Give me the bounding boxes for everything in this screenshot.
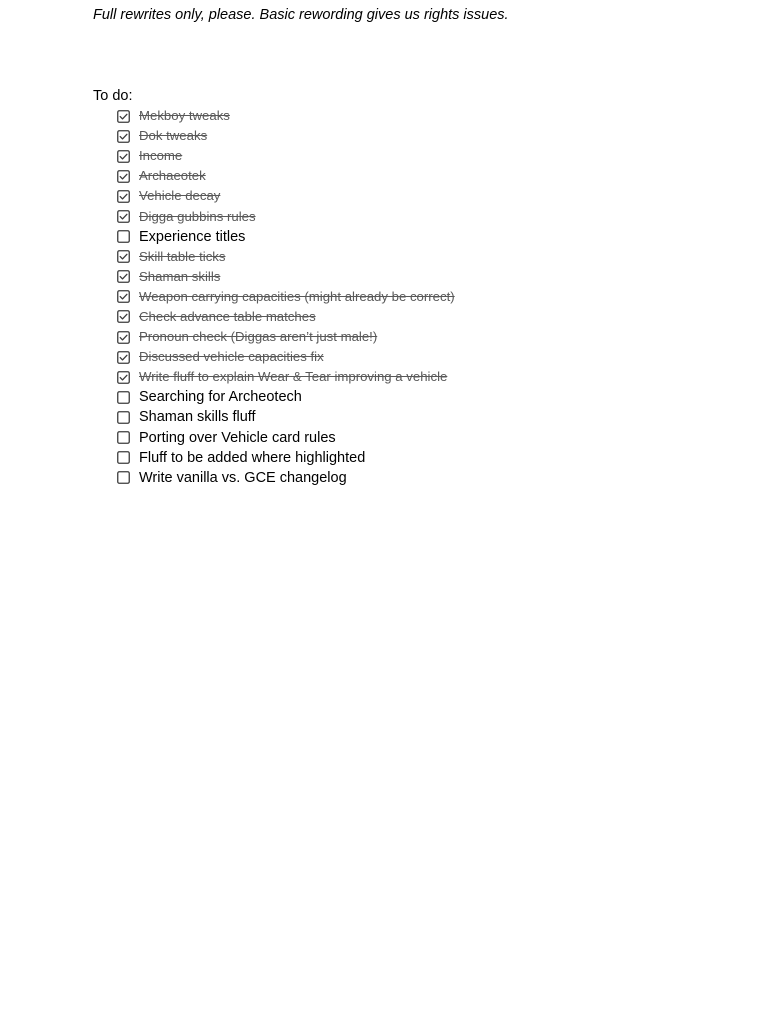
todo-heading: To do:: [93, 88, 133, 104]
checklist-item-label: Shaman skills: [139, 268, 221, 284]
checklist-item-label: Dok tweaks: [139, 128, 208, 144]
checkbox-checked-icon[interactable]: [117, 110, 130, 123]
checklist-item-label: Shaman skills fluff: [139, 409, 256, 426]
checklist-item-label: Check advance table matches: [139, 308, 316, 324]
checklist-item-label: Searching for Archeotech: [139, 389, 302, 406]
italic-note: Full rewrites only, please. Basic rewording gives us rights issues.: [93, 7, 509, 23]
checklist-item[interactable]: [117, 327, 455, 347]
checklist-item-label: Digga gubbins rules: [139, 208, 256, 224]
checkbox-checked-icon[interactable]: [117, 130, 130, 143]
checklist-item[interactable]: [117, 428, 455, 448]
checklist-item[interactable]: [117, 166, 455, 186]
checklist-item[interactable]: [117, 227, 455, 247]
checklist-item[interactable]: [117, 126, 455, 146]
checkbox-unchecked-icon[interactable]: [117, 391, 130, 404]
checklist-item-label: Discussed vehicle capacities fix: [139, 349, 324, 365]
checkbox-checked-icon[interactable]: [117, 371, 130, 384]
checklist-item[interactable]: [117, 347, 455, 367]
checkbox-unchecked-icon[interactable]: [117, 431, 130, 444]
checklist-item-label: Income: [139, 148, 183, 164]
checklist-item[interactable]: [117, 367, 455, 387]
checklist-item[interactable]: [117, 267, 455, 287]
checkbox-checked-icon[interactable]: [117, 150, 130, 163]
checkbox-unchecked-icon[interactable]: [117, 451, 130, 464]
checklist-item[interactable]: [117, 106, 455, 126]
checklist-item-label: Archaeotek: [139, 168, 206, 184]
checkbox-checked-icon[interactable]: [117, 210, 130, 223]
checkbox-checked-icon[interactable]: [117, 331, 130, 344]
checklist-item[interactable]: [117, 287, 455, 307]
checklist-item-label: Weapon carrying capacities (might already be correct): [139, 288, 455, 304]
checklist-item[interactable]: [117, 186, 455, 206]
checklist-item[interactable]: [117, 247, 455, 267]
checklist-item[interactable]: [117, 407, 455, 427]
checkbox-checked-icon[interactable]: [117, 250, 130, 263]
checklist-item[interactable]: [117, 468, 455, 488]
checklist-item[interactable]: [117, 307, 455, 327]
checklist-item-label: Skill table ticks: [139, 248, 226, 264]
checkbox-checked-icon[interactable]: [117, 190, 130, 203]
checklist-item-label: Pronoun check (Diggas aren’t just male!): [139, 329, 378, 345]
checkbox-unchecked-icon[interactable]: [117, 230, 130, 243]
checklist-item-label: Write vanilla vs. GCE changelog: [139, 469, 347, 486]
checklist-item[interactable]: [117, 146, 455, 166]
checklist-item-label: Write fluff to explain Wear & Tear improving a vehicle: [139, 369, 448, 385]
checklist-item-label: Mekboy tweaks: [139, 108, 230, 124]
checklist-item[interactable]: [117, 387, 455, 407]
checkbox-checked-icon[interactable]: [117, 270, 130, 283]
checklist-item-label: Fluff to be added where highlighted: [139, 449, 366, 466]
checkbox-checked-icon[interactable]: [117, 351, 130, 364]
checklist-item[interactable]: [117, 448, 455, 468]
checklist-item-label: Vehicle decay: [139, 188, 221, 204]
checkbox-checked-icon[interactable]: [117, 310, 130, 323]
todo-checklist: [117, 106, 455, 488]
checklist-item-label: Porting over Vehicle card rules: [139, 429, 336, 446]
checkbox-checked-icon[interactable]: [117, 290, 130, 303]
checklist-item[interactable]: [117, 206, 455, 226]
checkbox-unchecked-icon[interactable]: [117, 411, 130, 424]
checkbox-checked-icon[interactable]: [117, 170, 130, 183]
checklist-item-label: Experience titles: [139, 228, 246, 245]
checkbox-unchecked-icon[interactable]: [117, 471, 130, 484]
